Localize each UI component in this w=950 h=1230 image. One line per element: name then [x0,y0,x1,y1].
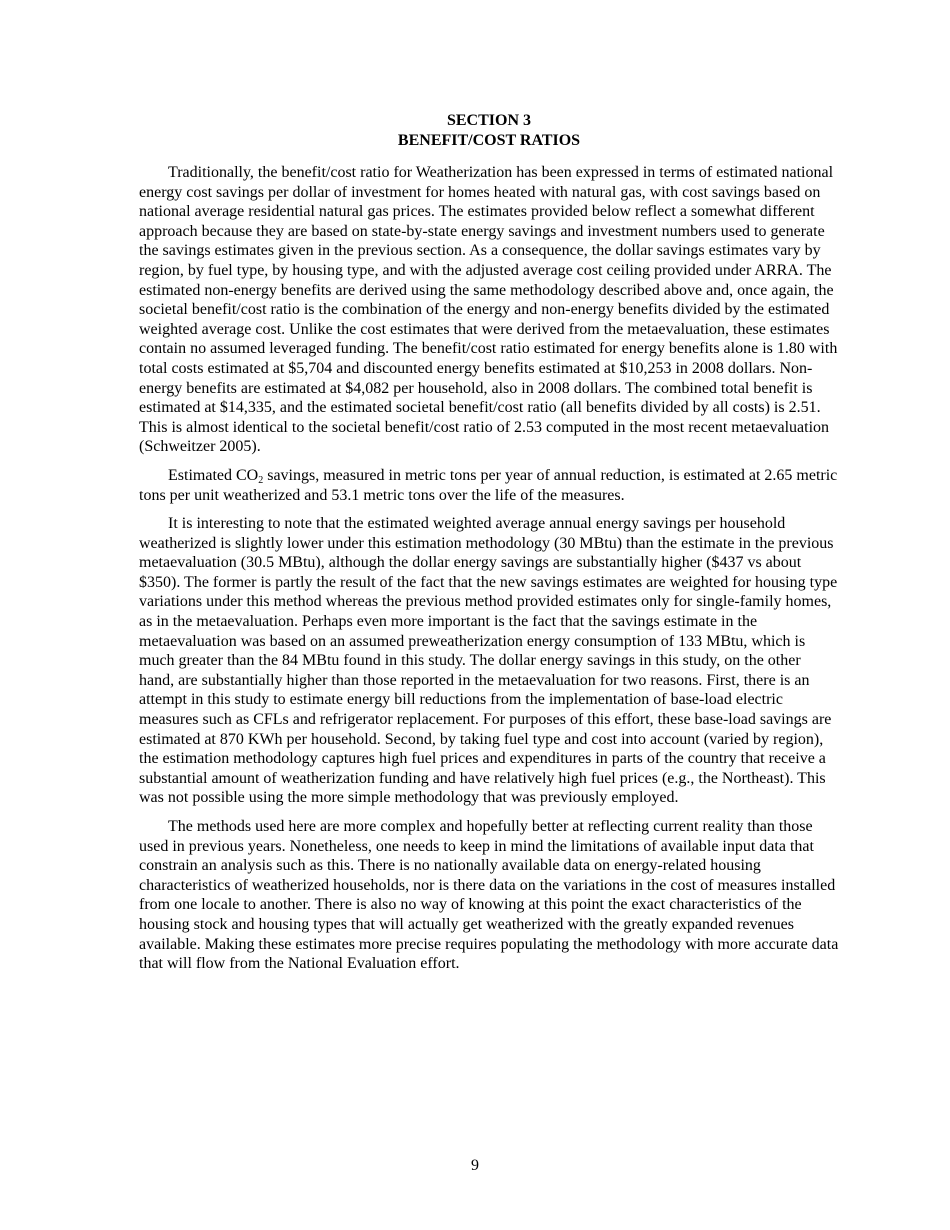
paragraph-co2-savings [139,466,839,505]
document-page [139,111,839,983]
co2-text-after: savings, measured in metric tons per year of annual reduction, is estimated at 2.65 metric tons per unit weatherized and 53.1 metric tons over the life of the measures. [139,466,838,504]
co2-text-before: Estimated CO [168,466,259,484]
paragraph-energy-savings-comparison: It is interesting to note that the estimated weighted average annual energy savings per household weatherized is slightly lower under this estimation methodology (30 MBtu) than the estimate in the previous metaevaluation (30.5 MBtu), although the dollar energy savings are substantially higher ($437 vs about $350). The former is partly the result of the fact that the new savings estimates are weighted for housing type variations under this method whereas the previous method provided estimates only for single-family homes, as in the metaevaluation. Perhaps even more important is the fact that the savings estimate in the metaevaluation was based on an assumed preweatherization energy consumption of 133 MBtu, which is much greater than the 84 MBtu found in this study. The dollar energy savings in this study, on the other hand, are substantially higher than those reported in the metaevaluation for two reasons. First, there is an attempt in this study to estimate energy bill reductions from the implementation of base-load electric measures such as CFLs and refrigerator replacement. For purposes of this effort, these base-load savings are estimated at 870 KWh per household. Second, by taking fuel type and cost into account (varied by region), the estimation methodology captures high fuel prices and expenditures in parts of the country that receive a substantial amount of weatherization funding and have relatively high fuel prices (e.g., the Northeast). This was not possible using the more simple methodology that was previously employed. [139,515,838,807]
section-heading [139,111,839,151]
section-number: SECTION 3 [446,112,532,129]
co2-subscript: 2 [258,474,264,486]
paragraph-benefit-cost: Traditionally, the benefit/cost ratio for Weatherization has been expressed in terms of estimated national energy cost savings per dollar of investment for homes heated with natural gas, with cost savings based on national average residential natural gas prices. The estimates provided below reflect a somewhat different approach because they are based on state-by-state energy savings and investment numbers used to generate the savings estimates given in the previous section. As a consequence, the dollar savings estimates vary by region, by fuel type, by housing type, and with the adjusted average cost ceiling provided under ARRA. The estimated non-energy benefits are derived using the same methodology described above and, once again, the societal benefit/cost ratio is the combination of the energy and non-energy benefits divided by the estimated weighted average cost. Unlike the cost estimates that were derived from the metaevaluation, these estimates contain no assumed leveraged funding. The benefit/cost ratio estimated for energy benefits alone is 1.80 with total costs estimated at $5,704 and discounted energy benefits estimated at $10,253 in 2008 dollars. Non-energy benefits are estimated at $4,082 per household, also in 2008 dollars. The combined total benefit is estimated at $14,335, and the estimated societal benefit/cost ratio (all benefits divided by all costs) is 2.51. This is almost identical to the societal benefit/cost ratio of 2.53 computed in the most recent metaevaluation (Schweitzer 2005). [139,164,838,456]
paragraph-methods-limitations: The methods used here are more complex and hopefully better at reflecting current reality than those used in previous years. Nonetheless, one needs to keep in mind the limitations of available input data that constrain an analysis such as this. There is no nationally available data on energy-related housing characteristics of weatherized households, nor is there data on the variations in the cost of measures installed from one locale to another. There is also no way of knowing at this point the exact characteristics of the housing stock and housing types that will actually get weatherized with the greatly expanded revenues available. Making these estimates more precise requires populating the methodology with more accurate data that will flow from the National Evaluation effort. [139,818,839,973]
section-title: BENEFIT/COST RATIOS [397,132,581,149]
page-number: 9 [471,1157,479,1174]
